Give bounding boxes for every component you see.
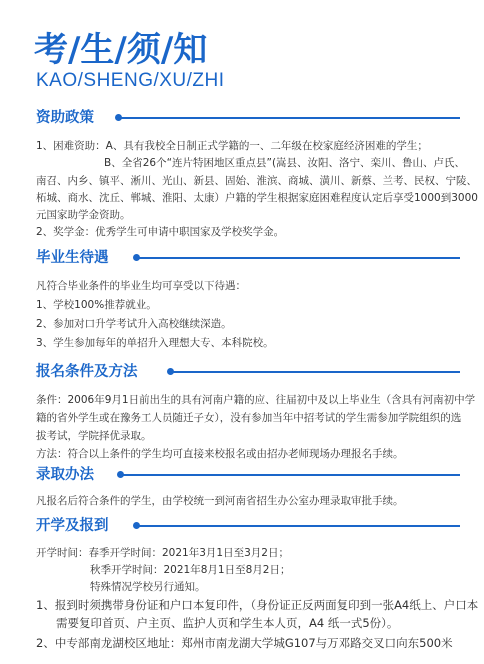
reg-line-6: 2、中专部南龙湖校区地址：郑州市南龙湖大学城G107与万邓路交叉口向东500米 — [36, 636, 453, 650]
aid-line-6: 2、奖学金：优秀学生可申请中职国家及学校奖学金。 — [36, 226, 285, 238]
admission-line-1: 凡报名后符合条件的学生，由学校统一到河南省招生办公室办理录取审批手续。 — [36, 495, 404, 507]
reg-line-2: 秋季开学时间：2021年8月1日至8月2日； — [90, 564, 291, 576]
enroll-line-2: 籍的省外学生或在豫务工人员随迁子女），没有参加当年中招考试的学生需参加学院组织的选 — [36, 412, 462, 424]
benefit-line-1: 凡符合毕业条件的毕业生均可享受以下待遇： — [36, 280, 246, 292]
section-header-registration — [36, 515, 460, 537]
section-divider — [120, 474, 460, 476]
aid-line-5: 元国家助学金资助。 — [36, 209, 131, 221]
divider-dot — [167, 368, 174, 375]
section-title: 资助政策 — [36, 110, 94, 126]
section-divider — [136, 525, 460, 527]
section-divider — [136, 257, 460, 259]
section-header-enrollment — [36, 361, 460, 383]
reg-line-5: 需要复印首页、户主页、监护人页和学生本人页，A4 纸一式5份）。 — [56, 616, 399, 630]
section-divider — [118, 117, 460, 119]
reg-line-1: 开学时间：春季开学时间：2021年3月1日至3月2日； — [36, 547, 289, 559]
aid-line-4: 柘城、商水、沈丘、郸城、淮阳、太康）户籍的学生根据家庭困难程度认定后享受1000到3000 — [36, 192, 478, 204]
enroll-line-4: 方法：符合以上条件的学生均可直接来校报名或由招办老师现场办理报名手续。 — [36, 448, 404, 460]
page-subtitle: KAO/SHENG/XU/ZHI — [36, 70, 225, 91]
divider-dot — [117, 471, 124, 478]
section-title: 毕业生待遇 — [36, 250, 109, 266]
page-title: 考/生/须/知 — [34, 30, 208, 70]
reg-line-4: 1、报到时须携带身份证和户口本复印件，（身份证正反两面复印到一张A4纸上、户口本 — [36, 598, 479, 612]
divider-dot — [115, 114, 122, 121]
benefit-line-3: 2、参加对口升学考试升入高校继续深造。 — [36, 318, 232, 330]
aid-line-3: 南召、内乡、镇平、淅川、光山、新县、固始、淮滨、商城、潢川、新蔡、兰考、民权、宁陵、 — [36, 175, 477, 187]
section-header-financial-aid — [36, 107, 460, 129]
aid-line-2: B、全省26个“连片特困地区重点县”(嵩县、汝阳、洛宁、栾川、鲁山、卢氏、 — [104, 157, 466, 169]
divider-dot — [133, 254, 140, 261]
benefit-line-2: 1、学校100%推荐就业。 — [36, 299, 157, 311]
reg-line-3: 特殊情况学校另行通知。 — [90, 581, 206, 593]
divider-dot — [133, 522, 140, 529]
section-header-graduate-benefits — [36, 247, 460, 269]
benefit-line-4: 3、学生参加每年的单招升入理想大专、本科院校。 — [36, 337, 274, 349]
section-divider — [170, 371, 460, 373]
enroll-line-3: 拔考试，学院择优录取。 — [36, 430, 152, 442]
aid-line-1: 1、困难资助：A、具有我校全日制正式学籍的一、二年级在校家庭经济困难的学生； — [36, 140, 428, 152]
section-title: 报名条件及方法 — [36, 364, 138, 380]
enroll-line-1: 条件：2006年9月1日前出生的具有河南户籍的应、往届初中及以上毕业生（含具有河南初中学 — [36, 394, 476, 406]
section-title: 录取办法 — [36, 467, 94, 483]
section-title: 开学及报到 — [36, 518, 109, 534]
section-header-admission — [36, 464, 460, 486]
